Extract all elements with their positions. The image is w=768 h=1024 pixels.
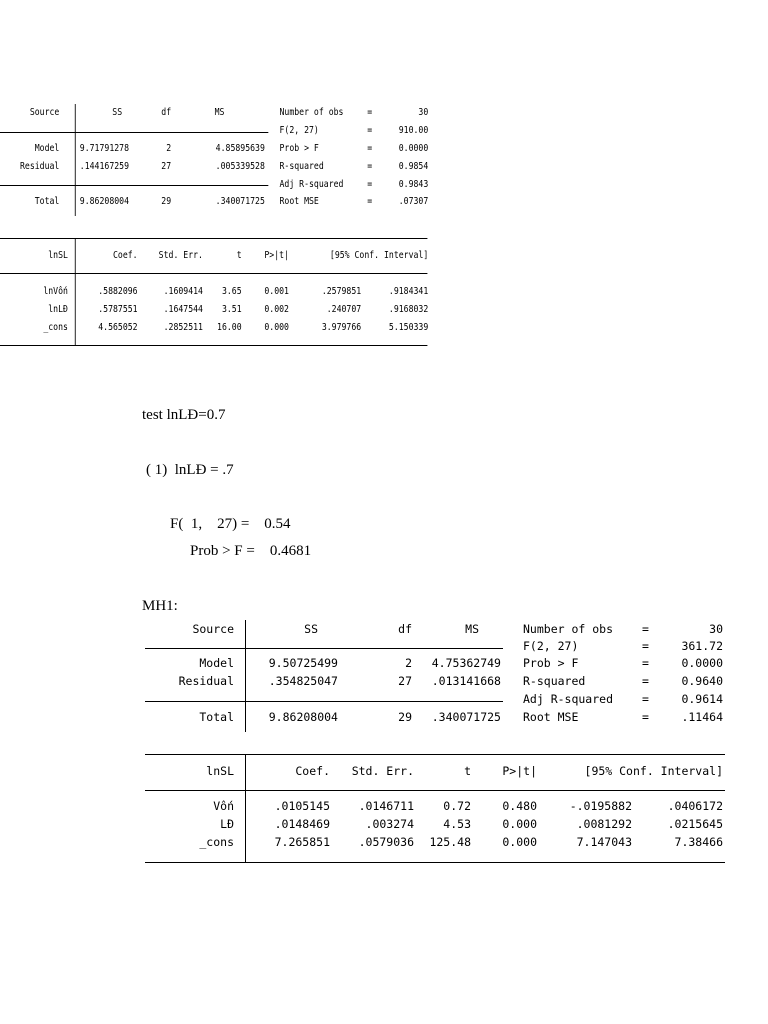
cell-ms: .340071725 [215, 196, 265, 207]
cell-ci-high: 7.38466 [674, 835, 723, 849]
stat-eq: = [367, 196, 373, 207]
coef-header-ci: [95% Conf. Interval] [329, 250, 429, 261]
cell-se: .1647544 [163, 304, 203, 315]
cell-ms: .340071725 [431, 710, 501, 724]
divider [0, 273, 427, 274]
cell-ms: .013141668 [431, 674, 501, 688]
stat-value: 0.0000 [681, 656, 723, 670]
stat-label: Root MSE [279, 196, 319, 207]
cell-p: 0.000 [502, 835, 537, 849]
cell-ci-high: .9184341 [388, 286, 429, 297]
hypothesis-test [0, 400, 768, 614]
vertical-divider [245, 754, 246, 863]
stat-value: .11464 [681, 710, 723, 724]
stat-value: 0.0000 [398, 143, 429, 154]
coef-header-t: t [464, 764, 471, 778]
stat-label: Root MSE [523, 710, 579, 724]
cell-coef: 4.565052 [98, 322, 138, 333]
divider [0, 238, 427, 239]
row-label-ld: LĐ [220, 817, 234, 831]
divider [145, 790, 725, 791]
stat-eq: = [642, 692, 649, 706]
cell-ci-low: .2579851 [321, 286, 362, 297]
cell-ci-low: 7.147043 [576, 835, 632, 849]
cell-p: 0.002 [264, 304, 289, 315]
row-label-total: Total [34, 196, 60, 207]
stat-label: Prob > F [523, 656, 579, 670]
row-label-residual: Residual [19, 161, 60, 172]
divider [0, 185, 268, 186]
stat-value: 0.9640 [681, 674, 723, 688]
coef-header-p: P>|t| [264, 250, 289, 261]
stat-value: 30 [709, 622, 723, 636]
cell-ss: 9.71791278 [79, 143, 129, 154]
cell-p: 0.000 [264, 322, 289, 333]
cell-t: 0.72 [443, 799, 471, 813]
cell-coef: .5882096 [98, 286, 138, 297]
row-label-total: Total [199, 710, 234, 724]
anova-header-df: df [161, 107, 172, 118]
divider [0, 132, 268, 133]
cell-ss: 9.86208004 [79, 196, 129, 207]
cell-coef: .5787551 [98, 304, 138, 315]
divider [145, 754, 725, 755]
stat-value: 0.9854 [398, 161, 429, 172]
cell-p: 0.000 [502, 817, 537, 831]
vertical-divider [75, 238, 76, 346]
cell-ci-low: .0081292 [576, 817, 632, 831]
test-command: test lnLĐ=0.7 [142, 407, 226, 423]
row-label-cons: _cons [43, 322, 68, 333]
cell-ss: 9.86208004 [268, 710, 338, 724]
cell-t: 4.53 [443, 817, 471, 831]
cell-ci-low: .240707 [326, 304, 362, 315]
row-label-von: Vốn [213, 799, 234, 813]
test-constraint: ( 1) lnLĐ = .7 [146, 462, 234, 478]
cell-df: 2 [405, 656, 412, 670]
anova-table-1 [0, 104, 429, 216]
stat-value: 361.72 [681, 639, 723, 653]
anova-table-2 [145, 620, 735, 732]
cell-se: .2852511 [163, 322, 203, 333]
cell-df: 29 [398, 710, 412, 724]
stat-label: Prob > F [279, 143, 319, 154]
cell-ss: .144167259 [79, 161, 129, 172]
divider [145, 862, 725, 863]
anova-header-ms: MS [465, 622, 479, 636]
anova-header-ms: MS [214, 107, 225, 118]
cell-ms: 4.85895639 [215, 143, 265, 154]
divider [145, 648, 503, 649]
coef-header-coef: Coef. [112, 250, 138, 261]
cell-se: .003274 [365, 817, 414, 831]
row-label-cons: _cons [199, 835, 234, 849]
cell-se: .1609414 [163, 286, 203, 297]
cell-ms: 4.75362749 [431, 656, 501, 670]
coef-header-ci: [95% Conf. Interval] [584, 764, 723, 778]
cell-ms: .005339528 [215, 161, 265, 172]
row-label-model: Model [34, 143, 60, 154]
stat-label: F(2, 27) [279, 125, 319, 136]
cell-ci-high: .0406172 [667, 799, 723, 813]
cell-ss: .354825047 [268, 674, 338, 688]
coef-header-t: t [236, 250, 242, 261]
stat-label: Adj R-squared [523, 692, 614, 706]
stat-eq: = [367, 143, 373, 154]
test-prob: Prob > F = 0.4681 [190, 543, 312, 559]
coef-table-1 [0, 238, 429, 348]
row-label-model: Model [199, 656, 234, 670]
cell-t: 3.65 [221, 286, 242, 297]
coef-header-coef: Coef. [295, 764, 330, 778]
cell-df: 2 [166, 143, 172, 154]
cell-ss: 9.50725499 [268, 656, 338, 670]
stat-eq: = [642, 674, 649, 688]
stat-value: .07307 [398, 196, 429, 207]
cell-coef: .0105145 [274, 799, 330, 813]
cell-ci-high: .9168032 [388, 304, 429, 315]
coef-header-dep: lnSL [48, 250, 68, 261]
coef-header-se: Std. Err. [158, 250, 203, 261]
stat-label: R-squared [523, 674, 586, 688]
stat-label: Number of obs [279, 107, 344, 118]
divider [0, 345, 427, 346]
cell-coef: .0148469 [274, 817, 330, 831]
stat-eq: = [367, 179, 373, 190]
cell-ci-high: 5.150339 [388, 322, 429, 333]
cell-t: 16.00 [217, 322, 242, 333]
cell-ci-low: 3.979766 [321, 322, 362, 333]
stat-label: R-squared [279, 161, 324, 172]
test-f-statistic: F( 1, 27) = 0.54 [170, 516, 291, 532]
coef-header-se: Std. Err. [351, 764, 414, 778]
stat-value: 0.9843 [398, 179, 429, 190]
coef-header-dep: lnSL [206, 764, 234, 778]
cell-df: 27 [161, 161, 172, 172]
row-label-lnvon: lnVốn [43, 286, 68, 297]
cell-se: .0146711 [358, 799, 414, 813]
divider [145, 701, 503, 702]
cell-p: 0.001 [264, 286, 289, 297]
stat-eq: = [642, 656, 649, 670]
vertical-divider [245, 620, 246, 732]
cell-p: 0.480 [502, 799, 537, 813]
stat-value: 30 [418, 107, 429, 118]
stat-label: Adj R-squared [279, 179, 344, 190]
anova-header-ss: SS [112, 107, 123, 118]
coef-table-2 [145, 754, 735, 866]
anova-header-df: df [398, 622, 412, 636]
stat-eq: = [367, 161, 373, 172]
anova-header-ss: SS [304, 622, 318, 636]
anova-header-source: Source [192, 622, 234, 636]
stat-value: 0.9614 [681, 692, 723, 706]
cell-t: 125.48 [429, 835, 471, 849]
stat-eq: = [642, 710, 649, 724]
stat-label: Number of obs [523, 622, 614, 636]
coef-header-p: P>|t| [502, 764, 537, 778]
cell-ci-high: .0215645 [667, 817, 723, 831]
stat-value: 910.00 [398, 125, 429, 136]
row-label-lnld: lnLĐ [48, 304, 68, 315]
stat-label: F(2, 27) [523, 639, 579, 653]
cell-df: 27 [398, 674, 412, 688]
stat-eq: = [367, 107, 373, 118]
vertical-divider [75, 104, 76, 216]
cell-coef: 7.265851 [274, 835, 330, 849]
stat-eq: = [642, 622, 649, 636]
stat-eq: = [642, 639, 649, 653]
cell-ci-low: -.0195882 [569, 799, 632, 813]
cell-se: .0579036 [358, 835, 414, 849]
section-label-mh1: MH1: [142, 598, 178, 614]
cell-df: 29 [161, 196, 172, 207]
anova-header-source: Source [29, 107, 60, 118]
cell-t: 3.51 [221, 304, 242, 315]
row-label-residual: Residual [178, 674, 234, 688]
stat-eq: = [367, 125, 373, 136]
